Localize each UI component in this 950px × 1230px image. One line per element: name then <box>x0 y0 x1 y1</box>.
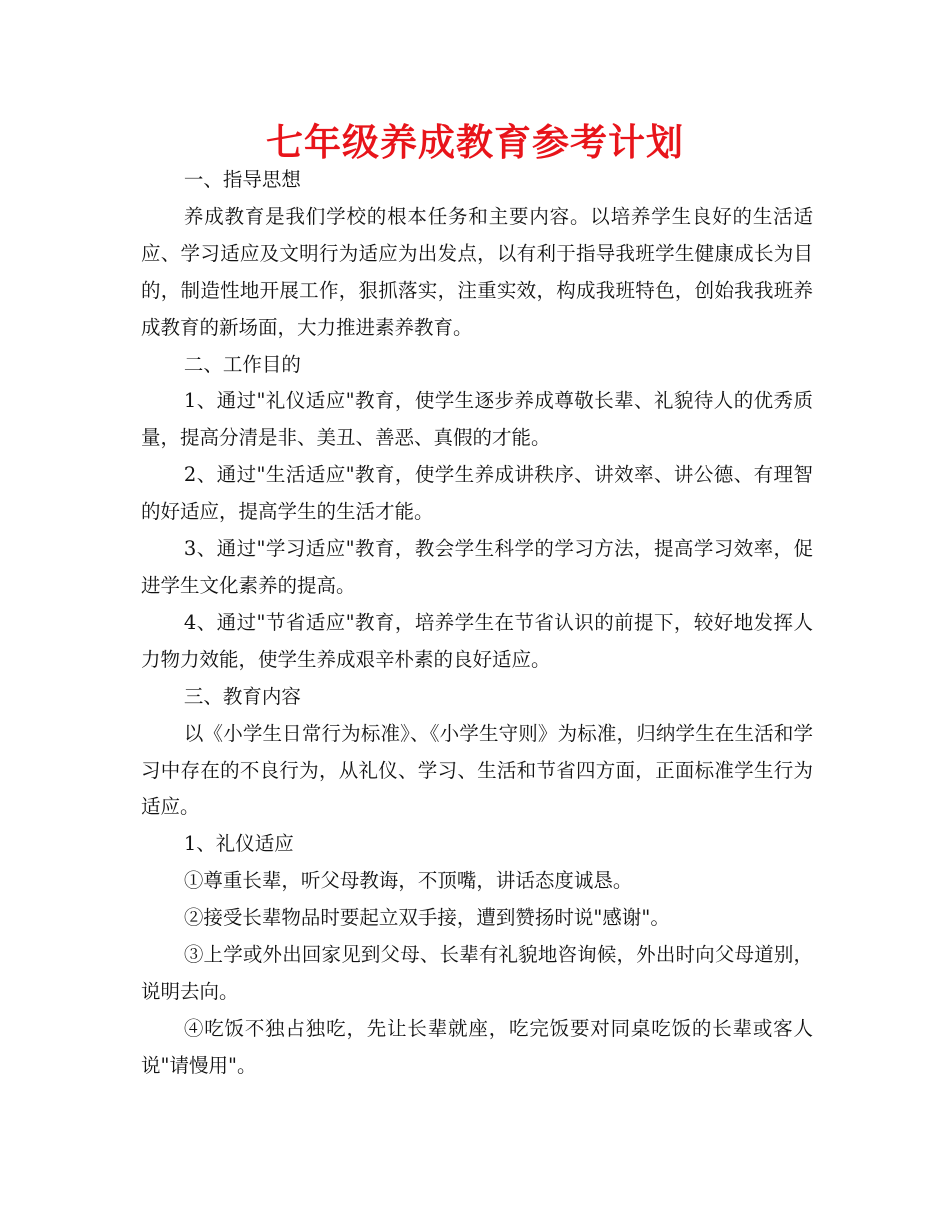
paragraph-etiquette-1: ①尊重长辈，听父母教诲，不顶嘴，讲话态度诚恳。 <box>183 869 633 893</box>
paragraph-etiquette-4: ④吃饭不独占独吃，先让长辈就座，吃完饭要对同桌吃饭的长辈或客人说"请慢用"。 <box>141 1016 813 1077</box>
paragraph-goal-2: 2、通过"生活适应"教育，使学生养成讲秩序、讲效率、讲公德、有理智的好适应，提高学生的生活才能。 <box>141 463 813 524</box>
heading-etiquette-habits: 1、礼仪适应 <box>183 832 294 856</box>
paragraph-etiquette-2: ②接受长辈物品时要起立双手接，遭到赞扬时说"感谢"。 <box>183 906 670 930</box>
paragraph-etiquette-3: ③上学或外出回家见到父母、长辈有礼貌地咨询候，外出时向父母道别，说明去向。 <box>141 943 813 1003</box>
document-body <box>141 162 813 1085</box>
document-title: 七年级养成教育参考计划 <box>266 121 684 164</box>
paragraph-goal-4: 4、通过"节省适应"教育，培养学生在节省认识的前提下，较好地发挥人力物力效能，使学生养成艰辛朴素的良好适应。 <box>141 610 813 671</box>
paragraph-goal-3: 3、通过"学习适应"教育，教会学生科学的学习方法，提高学习效率，促进学生文化素养的提高。 <box>141 537 813 597</box>
paragraph-goal-1: 1、通过"礼仪适应"教育，使学生逐步养成尊敬长辈、礼貌待人的优秀质量，提高分清是非、美丑、善恶、真假的才能。 <box>141 389 813 450</box>
heading-work-goals: 二、工作目的 <box>183 352 301 376</box>
heading-guiding-ideology: 一、指导思想 <box>183 168 301 191</box>
heading-education-content: 三、教育内容 <box>183 684 301 708</box>
paragraph-education-content: 以《小学生日常行为标准》、《小学生守则》为标准，归纳学生在生活和学习中存在的不良行为，从礼仪、学习、生活和节省四方面，正面标准学生行为适应。 <box>141 721 813 819</box>
paragraph-guiding-ideology: 养成教育是我们学校的根本任务和主要内容。以培养学生良好的生活适应、学习适应及文明行为适应为出发点，以有利于指导我班学生健康成长为目的，制造性地开展工作，狠抓落实，注重实效，构成我班特色，创始我我班养成教育的新场面，大力推进素养教育。 <box>141 204 813 339</box>
